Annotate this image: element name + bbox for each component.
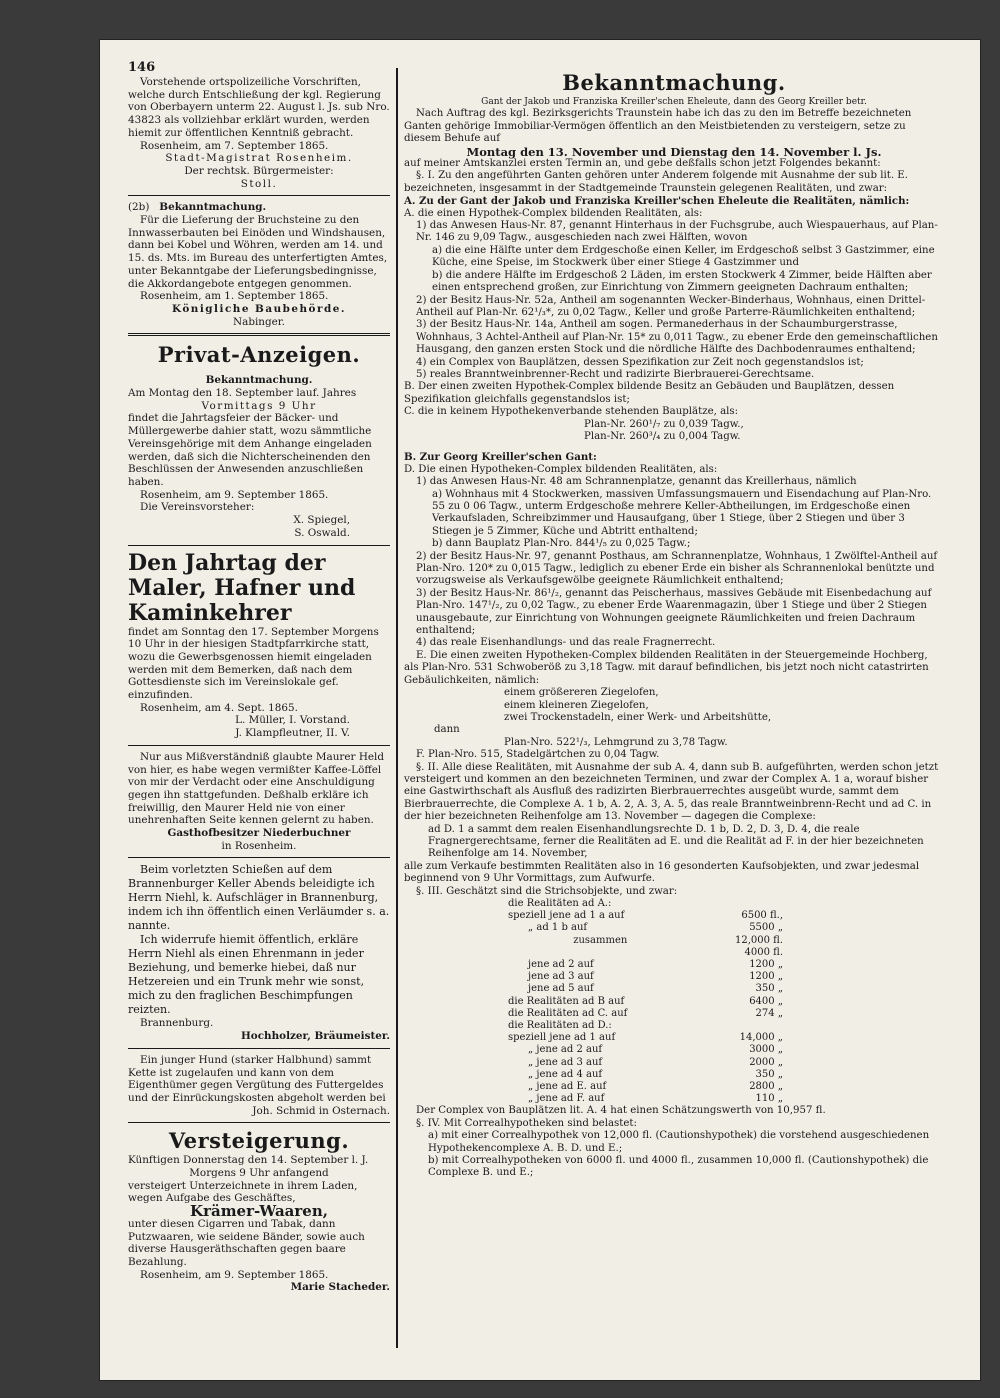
apology-text: Nur aus Mißverständniß glaubte Maurer Held von hier, es habe wegen vermißter Kaffee-Löffel von mir der Verdacht oder eine Anschuldigung gegen ihn stattgefunden. Deßhalb erkläre ich freiwillig, den Maurer Held nie von einer unehrenhaften Seite kennen gelernt zu haben. [128,750,385,827]
notice-number [128,201,390,214]
divider [128,195,390,196]
table-cell: die Realitäten ad C. auf [508,1007,628,1019]
table-cell: 350 „ [755,983,783,995]
auction-line2: Morgens 9 Uhr anfangend [189,1167,329,1180]
column-divider [396,68,398,1348]
ordinance-authority: Stadt-Magistrat Rosenheim. [165,152,353,165]
retraction-text-2: Ich widerrufe hiemit öffentlich, erkläre Herrn Niehl als einen Ehrenmann in jeder Beziehung, und bemerke hiebei, daß nur Hetzereien und ein Trunk mehr wie sonst, mich zu den fraglichen Beschimpfungen reizten. [128,933,365,1017]
section-4b: b) mit Correalhypotheken von 6000 fl. und 4000 fl., zusammen 10,000 fl. (Cautionshypothek) die Complexe B. und E.; [428,1155,929,1179]
item-a-2: 2) der Besitz Haus-Nr. 52a, Antheil am sogenannten Wecker-Binderhaus, Wohnhaus, einen Drittel-Antheil auf Plan-Nr. 62¹/₃*, zu 0,02 Tagw., Keller und große Parterre-Räumlichkeiten enthaltend; [416,294,926,318]
assoc-signature-2: S. Oswald. [294,526,350,539]
table-row [504,959,787,971]
table-cell: 14,000 „ [739,1032,783,1044]
table-row [504,910,787,922]
guild-date: Rosenheim, am 4. Sept. 1865. [140,701,298,714]
auction-line1: Künftigen Donnerstag den 14. September l. J. [128,1154,369,1167]
section-4a: a) mit einer Correalhypothek von 12,000 fl. (Cautionshypothek) die vorstehend ausgeschiedenen Hypothekencomplexe A. B. D. und E.; [428,1130,930,1154]
assoc-text: findet die Jahrtagsfeier der Bäcker- und Müllergewerbe dahier statt, wozu sämmtliche Vereinsgehörige mit dem Anhange eingeladen werden, daß sich die Nichterscheinenden den Beschlüssen der Anwesenden anzuschließen haben. [128,412,372,488]
section-2-end: alle zum Verkaufe bestimmten Realitäten also in 16 gesonderten Kaufsobjekten, und zwar jedesmal beginnend von 9 Uhr Vormittags, zum Aufwurfe. [404,860,920,885]
auction-text-2: unter diesen Cigarren und Tabak, dann Putzwaaren, wie seidene Bänder, sowie auch diverse Hausgeräthschaften gegen baare Bezahlung. [128,1217,365,1268]
assoc-signature-1: X. Spiegel, [293,514,350,527]
valuation-head-d: die Realitäten ad D.: [508,1020,612,1032]
section-1: §. I. Zu den angeführten Ganten gehören unter Anderem folgende mit Ausnahme der sub lit. E. bezeichneten, insgesammt in der Stadtgemeinde Traunstein gelegenen Realitäten, und zwar: [404,170,908,194]
table-cell: „ jene ad 2 auf [528,1044,603,1056]
item-a-3: 3) der Besitz Haus-Nr. 14a, Antheil am sogen. Permanederhaus in der Schaumburgerstrasse, Wohnhaus, 3 Achtel-Antheil auf Plan-Nr. 15* zu 0,011 Tagw., zu ebener Erde den gemeinschaftlichen Hausgang, den ganzen ersten Stock und die nördliche Hälfte des Dachbodenraumes enthaltend; [416,319,938,356]
assoc-title: Bekanntmachung. [205,374,313,387]
table-cell: jene ad 2 auf [528,959,594,971]
table-cell: 6500 fl., [741,910,783,922]
dog-text: Ein junger Hund (starker Halbhund) sammt Kette ist zugelaufen und kann von dem Eigenthümer gegen Vergütung des Futtergeldes und der Einrückungskosten abgeholt werden bei [128,1053,386,1104]
private-ads-heading: Privat-Anzeigen. [157,342,361,368]
item-a-4: 4) ein Complex von Bauplätzen, dessen Spezifikation zur Zeit noch gegenstandslos ist; [416,356,864,368]
table-cell: 350 „ [755,1068,783,1080]
item-e-3: zwei Trockenstadeln, einer Werk- und Arbeitshütte, [504,711,772,723]
auction-date: Rosenheim, am 9. September 1865. [140,1268,329,1281]
auction-heading: Versteigerung. [168,1128,350,1154]
retraction-text-1: Beim vorletzten Schießen auf dem Brannenburger Keller Abends beleidigte ich Herrn Niehl, k. Aufschläger in Brannenburg, indem ich ihn öffentlich einen Verläumder s. a. nannte. [128,863,390,933]
assoc-line2: Vormittags 9 Uhr [201,399,317,412]
item-d-1b: b) dann Bauplatz Plan-Nro. 844¹/₅ zu 0,025 Tagw.; [432,538,691,550]
table-cell: speziell jene ad 1 auf [508,1032,616,1044]
assoc-date: Rosenheim, am 9. September 1865. [140,488,329,501]
notice-signature: Nabinger. [233,315,285,328]
table-cell: 12,000 fl. [734,934,783,946]
table-row [504,947,787,959]
ordinance-date: Rosenheim, am 7. September 1865. [140,139,329,152]
table-cell: jene ad 5 auf [528,983,594,995]
table-cell: 3000 „ [749,1044,783,1056]
complex-value: Der Complex von Bauplätzen lit. A. 4 hat einen Schätzungswerth von 10,957 fl. [416,1105,826,1117]
section-a-heading: A. Zu der Gant der Jakob und Franziska Kreiller'schen Eheleute die Realitäten, nämlich: [404,195,910,208]
table-cell [504,947,631,959]
table-cell: „ jene ad F. auf [528,1093,605,1105]
section-4: §. IV. Mit Correalhypotheken sind belastet: [416,1117,637,1129]
main-notice-intro: Nach Auftrag des kgl. Bezirksgerichts Traunstein habe ich das zu den im Betreffe bezeichneten Ganten gehörige Immobiliar-Vermögen öffentlich an den Meistbietenden zu versteigern, setze zu diesem Behufe auf [404,108,912,145]
notice-text: Für die Lieferung der Bruchsteine zu den Innwasserbauten bei Einöden und Windshausen, dann bei Kobel und Wöhren, werden am 14. und 15. ds. Mts. im Bureau des unterfertigten Amtes, unter Bekanntgabe der Lieferungsbedingnisse, die Akkordangebote entgegen genommen. [128,214,388,290]
notice-number-text: (2b) [128,201,150,214]
table-row [504,996,787,1008]
table-row [504,1093,787,1105]
item-d-1a: a) Wohnhaus mit 4 Stockwerken, massiven Umfassungsmauern und Eisendachung auf Plan-Nro. 55 zu 0 06 Tagw., unterm Erdgeschoße mehrere Keller-Abtheilungen, im Erdgeschoße einen Verkaufsladen, Schreibzimmer und Hausaufgang, über 1 Stiege, über 2 Stiegen und über 3 Stiegen je 5 Zimmer, Küche und Abtritt enthaltend; [432,488,932,537]
valuation-table [504,898,787,1105]
item-d: D. Die einen Hypotheken-Complex bildenden Realitäten, als: [404,463,718,475]
table-cell: jene ad 3 auf [528,971,594,983]
table-row [504,922,787,934]
notice-authority: Königliche Baubehörde. [172,302,346,315]
notice-date: Rosenheim, am 1. September 1865. [140,290,329,303]
table-cell: 1200 „ [749,971,783,983]
table-cell: „ jene ad 4 auf [528,1068,603,1080]
divider [128,1122,390,1123]
item-b: B. Der einen zweiten Hypothek-Complex bildende Besitz an Gebäuden und Bauplätzen, dessen Spezifikation gleichfalls gegenstandslos ist; [404,381,895,405]
table-row [504,971,787,983]
divider [128,1048,390,1049]
apology-place: in Rosenheim. [221,839,297,852]
item-e-2: einem kleineren Ziegelofen, [504,699,649,711]
table-cell: die Realitäten ad B auf [508,995,625,1007]
section-2-ad: ad D. 1 a sammt dem realen Eisenhandlungsrechte D. 1 b, D. 2, D. 3, D. 4, die reale Fragnergerechtsame, ferner die Realitäten ad E. und die Realität ad F. in der hier bezeichneten Reihenfolge am 14. November, [428,823,924,860]
item-c-2: Plan-Nr. 260³/₄ zu 0,004 Tagw. [584,430,741,442]
item-a-1: 1) das Anwesen Haus-Nr. 87, genannt Hinterhaus in der Fuchsgrube, auch Wiespauerhaus, auf Plan-Nr. 146 zu 9,09 Tagw., ausgeschieden nach zwei Hälften, wovon [416,220,938,244]
item-d-4: 4) das reale Eisenhandlungs- und das reale Fragnerrecht. [416,637,716,649]
item-a-1b: b) die andere Hälfte im Erdgeschoß 2 Läden, im ersten Stockwerk 4 Zimmer, beide Hälften aber einen entsprechend großen, zur Einrichtung von Zimmern geeigneten Dachraum enthalten; [432,269,932,294]
table-cell: 274 „ [755,1007,783,1019]
table-cell: 5500 „ [749,922,783,934]
item-a-1a: a) die eine Hälfte unter dem Erdgeschoße einen Keller, im Erdgeschoß selbst 3 Gastzimmer, eine Küche, eine Speise, im Stockwerk über einer Stiege 4 Gastzimmer und [432,244,935,269]
guild-heading: Den Jahrtag der Maler, Hafner und Kaminkehrer [128,549,356,626]
item-e-1: einem größereren Ziegelofen, [504,687,659,699]
auction-signature: Marie Stacheder. [290,1281,390,1294]
table-cell: 2800 „ [749,1081,783,1093]
divider [128,857,390,858]
item-c-1: Plan-Nr. 260¹/₇ zu 0,039 Tagw., [584,418,744,430]
item-a: A. die einen Hypothek-Complex bildenden Realitäten, als: [404,207,703,219]
table-cell: „ jene ad E. auf [528,1081,607,1093]
auction-goods: Krämer-Waaren, [190,1202,328,1221]
item-e-5: Plan-Nro. 522¹/₃, Lehmgrund zu 3,78 Tagw. [504,736,728,748]
assoc-line1: Am Montag den 18. September lauf. Jahres [128,387,357,400]
guild-signature-2: J. Klampfleutner, II. V. [235,727,350,740]
double-divider [128,333,390,336]
item-a-5: 5) reales Branntweinbrenner-Recht und radizirte Bierbrauerei-Gerechtsame. [416,368,815,380]
table-cell: „ ad 1 b auf [528,922,588,934]
table-row [504,1044,787,1056]
right-column [404,70,944,1180]
ordinance-signature: Stoll. [240,177,278,190]
item-e-4: dann [434,724,460,736]
table-row [504,935,787,947]
notice-title: Bekanntmachung. [159,201,267,214]
table-row [504,1057,787,1069]
table-row [504,1081,787,1093]
item-f: F. Plan-Nro. 515, Stadelgärtchen zu 0,04 Tagw. [416,749,660,761]
guild-signature-1: L. Müller, I. Vorstand. [235,714,350,727]
table-cell: 2000 „ [749,1056,783,1068]
divider [128,745,390,746]
assoc-role: Die Vereinsvorsteher: [140,501,255,514]
table-cell: „ jene ad 3 auf [528,1056,603,1068]
retraction-signature: Hochholzer, Bräumeister. [240,1030,390,1043]
divider [128,545,390,546]
table-row [504,983,787,995]
table-row [504,1069,787,1081]
table-cell: 4000 fl. [744,946,783,958]
item-d-2: 2) der Besitz Haus-Nr. 97, genannt Posthaus, am Schrannenplatze, Wohnhaus, 1 Zwölftel-Antheil auf Plan-Nro. 120* zu 0,015 Tagw., lediglich zu ebener Erde ein bisher als Schrannenlokal benützte und vorzugsweise als Verkaufsgewölbe geeignete Räumlichkeit enthaltend; [416,550,938,587]
valuation-head-a: die Realitäten ad A.: [508,898,612,909]
left-column [128,76,390,1294]
table-cell: 6400 „ [749,995,783,1007]
auction-dates: Montag den 13. November und Dienstag den 14. November l. Js. [466,144,882,159]
item-c: C. die in keinem Hypothekenverbande stehenden Bauplätze, als: [404,406,739,418]
section-b-heading: B. Zur Georg Kreiller'schen Gant: [404,451,597,464]
guild-text: findet am Sonntag den 17. September Morgens 10 Uhr in der hiesigen Stadtpfarrkirche statt, wozu die Gewerbsgenossen hiemit eingeladen werden mit dem Bemerken, daß nach dem Gottesdienste sich im Vereinslokale gef. einzufinden. [128,625,379,702]
item-d-3: 3) der Besitz Haus-Nr. 86¹/₂, genannt das Peischerhaus, massives Gebäude mit Eisenbedachung auf Plan-Nro. 147¹/₂, zu 0,02 Tagw., zu ebener Erde Waarenmagazin, über 1 Stiege und über 2 Stiegen unausgebaute, zur Einrichtung von Wohnungen geeignete Räumlichkeiten und freien Dachraum enthaltend; [416,587,932,637]
table-cell: 1200 „ [749,959,783,971]
table-cell: 110 „ [755,1093,783,1105]
main-notice-heading: Bekanntmachung. [562,70,786,95]
table-row [504,1020,787,1032]
dog-signature: Joh. Schmid in Osternach. [252,1104,390,1117]
table-row [504,1008,787,1020]
apology-signature: Gasthofbesitzer Niederbuchner [167,827,351,840]
table-cell: zusammen [573,934,628,946]
table-row [504,898,787,910]
section-2: §. II. Alle diese Realitäten, mit Ausnahme der sub A. 4, dann sub B. aufgeführten, werden schon jetzt versteigert und kommen an den bezeichneten Terminen, und zwar der Complex A. 1 a, worauf bisher eine Gastwirthschaft als Ausfluß des radizirten Bierbrauerrechtes ausgeübt wurde, sammt dem Bierbrauerrechte, die Complexe A. 1 b, A. 2, A. 3, A. 5, das reale Branntweinbrenn-Recht und ad C. in der hier bezeichneten Reihenfolge am 13. November — dagegen die Complexe: [404,761,939,823]
item-d-1: 1) das Anwesen Haus-Nr. 48 am Schrannenplatze, genannt das Kreillerhaus, nämlich [416,476,857,488]
auction-text-1: versteigert Unterzeichnete in ihrem Laden, wegen Aufgabe des Geschäftes, [128,1179,358,1205]
table-row [504,1032,787,1044]
table-cell: speziell jene ad 1 a auf [508,910,625,922]
ordinance-role: Der rechtsk. Bürgermeister: [184,164,334,177]
item-e: E. Die einen zweiten Hypotheken-Complex bildenden Realitäten in der Steuergemeinde Hochberg, als Plan-Nro. 531 Schwoberöß zu 3,18 Tagw. mit darauf befindlichen, bis jetzt noch nicht catastrirten Gebäulichkeiten, nämlich: [404,649,929,686]
page-number: 146 [128,60,156,75]
ordinance-text: Vorstehende ortspolizeiliche Vorschriften, welche durch Entschließung der kgl. Regierung von Oberbayern unterm 22. August l. Js. sub Nro. 43823 als vollziehbar erklärt wurden, werden hiemit zur öffentlichen Kenntniß gebracht. [128,76,390,139]
main-notice-intro-2: auf meiner Amtskanzlei ersten Termin an, und gebe deßfalls schon jetzt Folgendes bekannt: [404,158,881,170]
retraction-place: Brannenburg. [140,1017,214,1030]
main-notice-subtitle: Gant der Jakob und Franziska Kreiller'schen Eheleute, dann des Georg Kreiller betr. [481,97,867,107]
section-3: §. III. Geschätzt sind die Strichsobjekte, und zwar: [416,885,678,897]
